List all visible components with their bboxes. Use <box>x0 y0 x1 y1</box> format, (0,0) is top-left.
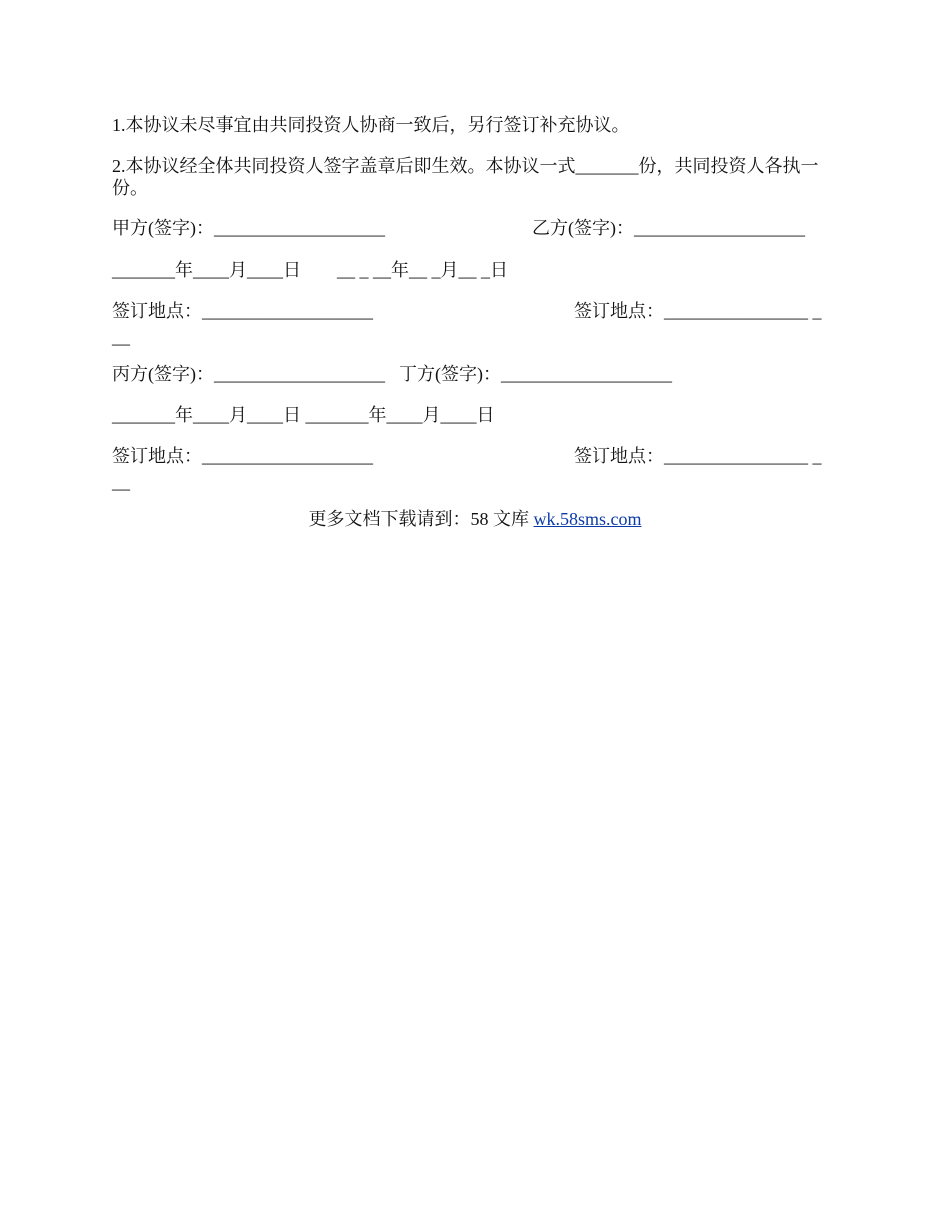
signing-place-left-1: 签订地点：___________________ <box>112 301 373 321</box>
signing-place-wrap-1: __ <box>112 327 130 347</box>
clause-1: 1.本协议未尽事宜由共同投资人协商一致后，另行签订补充协议。 <box>112 115 630 135</box>
date-row-2: _______年____月____日 _______年____月____日 <box>112 405 495 425</box>
clause-2: 2.本协议经全体共同投资人签字盖章后即生效。本协议一式_______份，共同投资人各执一份。 <box>112 156 819 198</box>
footer-text: 更多文档下载请到：58 文库 <box>308 509 534 529</box>
signing-place-right-1: 签订地点：________________ _ <box>574 301 822 321</box>
party-b-signature: 乙方(签字)：___________________ <box>532 218 805 238</box>
party-a-signature: 甲方(签字)：___________________ <box>112 218 385 238</box>
party-d-signature: 丁方(签字)：___________________ <box>399 364 672 384</box>
date-row-1: _______年____月____日 __ _ __年__ _月__ _日 <box>112 260 508 280</box>
footer <box>0 508 950 530</box>
signing-place-right-2: 签订地点：________________ _ <box>574 446 822 466</box>
footer-link[interactable]: wk.58sms.com <box>533 509 642 529</box>
signing-place-left-2: 签订地点：___________________ <box>112 446 373 466</box>
signing-place-wrap-2: __ <box>112 472 130 492</box>
party-c-signature: 丙方(签字)：___________________ <box>112 364 385 384</box>
